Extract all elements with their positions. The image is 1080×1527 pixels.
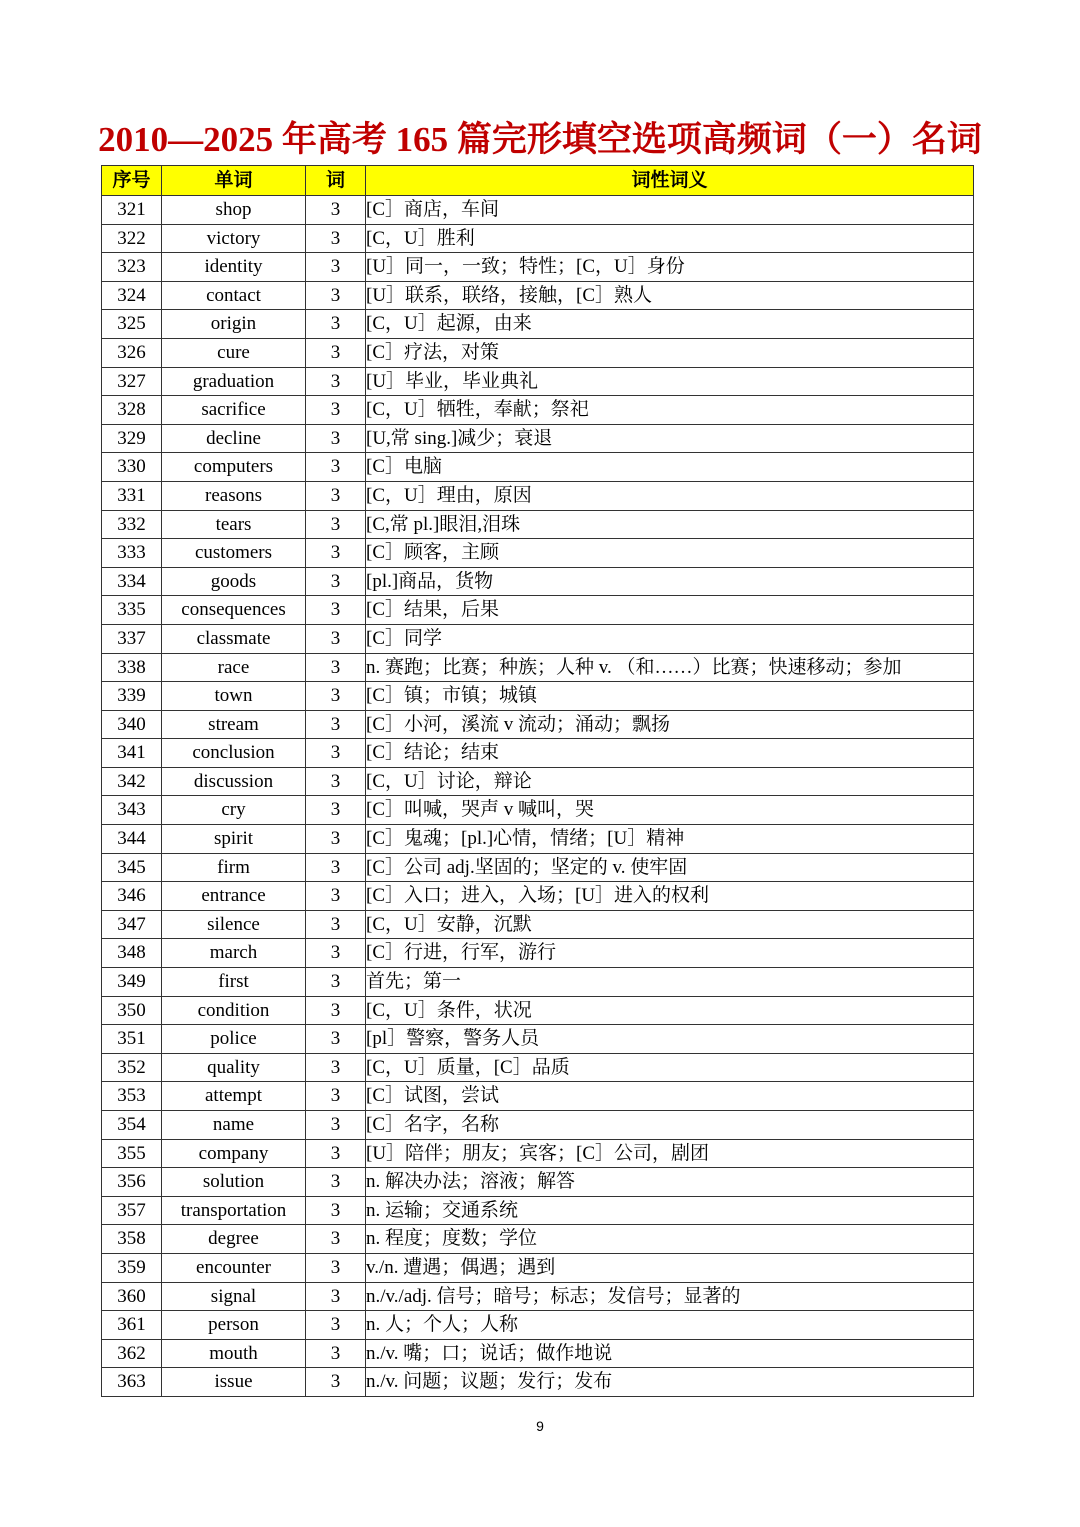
row-word-cell: solution [162, 1168, 306, 1197]
row-definition-cell: n. 程度；度数；学位 [366, 1225, 974, 1254]
table-row [102, 796, 974, 825]
table-row [102, 596, 974, 625]
row-index-cell: 333 [102, 539, 162, 568]
row-definition-cell: [C，U］讨论，辩论 [366, 767, 974, 796]
table-row [102, 453, 974, 482]
row-freq-cell: 3 [306, 653, 366, 682]
row-definition-cell: [C，U］条件，状况 [366, 996, 974, 1025]
row-freq-cell: 3 [306, 910, 366, 939]
row-definition-cell: n. 人；个人；人称 [366, 1311, 974, 1340]
header-row [102, 166, 974, 196]
header-word: 单词 [162, 166, 306, 196]
row-index-cell: 345 [102, 853, 162, 882]
row-word-cell: person [162, 1311, 306, 1340]
row-definition-cell: [U］陪伴；朋友；宾客；[C］公司，剧团 [366, 1139, 974, 1168]
row-definition-cell: [pl］警察，警务人员 [366, 1025, 974, 1054]
header-definition: 词性词义 [366, 166, 974, 196]
table-row [102, 567, 974, 596]
row-index-cell: 322 [102, 224, 162, 253]
row-definition-cell: [C］小河，溪流 v 流动；涌动；飘扬 [366, 710, 974, 739]
row-word-cell: spirit [162, 825, 306, 854]
table-row [102, 338, 974, 367]
table-header [102, 166, 974, 196]
row-word-cell: police [162, 1025, 306, 1054]
row-word-cell: quality [162, 1053, 306, 1082]
row-freq-cell: 3 [306, 767, 366, 796]
row-definition-cell: [C］商店，车间 [366, 196, 974, 225]
row-word-cell: origin [162, 310, 306, 339]
row-definition-cell: [C］疗法，对策 [366, 338, 974, 367]
table-row [102, 281, 974, 310]
table-row [102, 939, 974, 968]
row-word-cell: goods [162, 567, 306, 596]
row-word-cell: tears [162, 510, 306, 539]
row-definition-cell: [C］入口；进入，入场；[U］进入的权利 [366, 882, 974, 911]
row-definition-cell: [U,常 sing.]减少；衰退 [366, 424, 974, 453]
row-index-cell: 360 [102, 1282, 162, 1311]
row-index-cell: 321 [102, 196, 162, 225]
header-index: 序号 [102, 166, 162, 196]
row-index-cell: 353 [102, 1082, 162, 1111]
table-row [102, 310, 974, 339]
row-definition-cell: [C］叫喊，哭声 v 喊叫，哭 [366, 796, 974, 825]
row-index-cell: 331 [102, 481, 162, 510]
row-word-cell: reasons [162, 481, 306, 510]
row-definition-cell: n./v. 问题；议题；发行；发布 [366, 1368, 974, 1397]
row-definition-cell: [C］顾客，主顾 [366, 539, 974, 568]
row-index-cell: 325 [102, 310, 162, 339]
row-definition-cell: [U］毕业，毕业典礼 [366, 367, 974, 396]
row-definition-cell: [C］名字，名称 [366, 1111, 974, 1140]
row-index-cell: 328 [102, 396, 162, 425]
row-word-cell: march [162, 939, 306, 968]
row-freq-cell: 3 [306, 453, 366, 482]
row-word-cell: conclusion [162, 739, 306, 768]
row-definition-cell: n. 赛跑；比赛；种族；人种 v. （和……）比赛；快速移动；参加 [366, 653, 974, 682]
row-index-cell: 335 [102, 596, 162, 625]
row-index-cell: 349 [102, 968, 162, 997]
row-definition-cell: [C，U］质量，[C］品质 [366, 1053, 974, 1082]
row-freq-cell: 3 [306, 624, 366, 653]
row-freq-cell: 3 [306, 1082, 366, 1111]
table-row [102, 910, 974, 939]
row-freq-cell: 3 [306, 396, 366, 425]
table-row [102, 424, 974, 453]
row-freq-cell: 3 [306, 224, 366, 253]
row-definition-cell: [C］结果，后果 [366, 596, 974, 625]
table-row [102, 1253, 974, 1282]
row-freq-cell: 3 [306, 682, 366, 711]
row-definition-cell: [pl.]商品，货物 [366, 567, 974, 596]
row-index-cell: 341 [102, 739, 162, 768]
table-row [102, 1368, 974, 1397]
table-row [102, 253, 974, 282]
row-index-cell: 334 [102, 567, 162, 596]
row-index-cell: 326 [102, 338, 162, 367]
row-definition-cell: [C］结论；结束 [366, 739, 974, 768]
row-index-cell: 354 [102, 1111, 162, 1140]
row-definition-cell: [C，U］理由，原因 [366, 481, 974, 510]
row-word-cell: race [162, 653, 306, 682]
row-word-cell: customers [162, 539, 306, 568]
table-row [102, 1196, 974, 1225]
table-row [102, 968, 974, 997]
row-freq-cell: 3 [306, 853, 366, 882]
row-definition-cell: [C，U］起源，由来 [366, 310, 974, 339]
row-index-cell: 329 [102, 424, 162, 453]
table-row [102, 510, 974, 539]
row-freq-cell: 3 [306, 196, 366, 225]
table-row [102, 882, 974, 911]
table-row [102, 367, 974, 396]
table-row [102, 1053, 974, 1082]
table-body [102, 196, 974, 1397]
row-freq-cell: 3 [306, 1168, 366, 1197]
row-word-cell: degree [162, 1225, 306, 1254]
row-index-cell: 362 [102, 1339, 162, 1368]
row-definition-cell: [C，U］胜利 [366, 224, 974, 253]
row-definition-cell: n. 运输；交通系统 [366, 1196, 974, 1225]
row-index-cell: 330 [102, 453, 162, 482]
row-definition-cell: [U］同一，一致；特性；[C，U］身份 [366, 253, 974, 282]
table-row [102, 196, 974, 225]
row-freq-cell: 3 [306, 1225, 366, 1254]
row-word-cell: silence [162, 910, 306, 939]
row-index-cell: 338 [102, 653, 162, 682]
row-index-cell: 342 [102, 767, 162, 796]
row-freq-cell: 3 [306, 367, 366, 396]
table-row [102, 1225, 974, 1254]
row-definition-cell: [U］联系，联络，接触，[C］熟人 [366, 281, 974, 310]
table-row [102, 1282, 974, 1311]
row-freq-cell: 3 [306, 1111, 366, 1140]
row-word-cell: identity [162, 253, 306, 282]
row-definition-cell: n. 解决办法；溶液；解答 [366, 1168, 974, 1197]
row-index-cell: 346 [102, 882, 162, 911]
row-word-cell: entrance [162, 882, 306, 911]
row-freq-cell: 3 [306, 1339, 366, 1368]
row-index-cell: 340 [102, 710, 162, 739]
row-index-cell: 323 [102, 253, 162, 282]
row-word-cell: sacrifice [162, 396, 306, 425]
row-definition-cell: n./v. 嘴；口；说话；做作地说 [366, 1339, 974, 1368]
table-row [102, 1339, 974, 1368]
row-definition-cell: [C，U］牺牲，奉献；祭祀 [366, 396, 974, 425]
row-index-cell: 339 [102, 682, 162, 711]
row-word-cell: decline [162, 424, 306, 453]
row-definition-cell: [C］试图，尝试 [366, 1082, 974, 1111]
row-word-cell: attempt [162, 1082, 306, 1111]
row-index-cell: 343 [102, 796, 162, 825]
row-freq-cell: 3 [306, 710, 366, 739]
table-row [102, 1168, 974, 1197]
table-row [102, 739, 974, 768]
row-freq-cell: 3 [306, 338, 366, 367]
row-freq-cell: 3 [306, 567, 366, 596]
row-freq-cell: 3 [306, 939, 366, 968]
table-row [102, 710, 974, 739]
row-word-cell: cry [162, 796, 306, 825]
row-freq-cell: 3 [306, 510, 366, 539]
row-word-cell: victory [162, 224, 306, 253]
row-index-cell: 358 [102, 1225, 162, 1254]
row-freq-cell: 3 [306, 481, 366, 510]
table-row [102, 767, 974, 796]
table-row [102, 996, 974, 1025]
row-freq-cell: 3 [306, 1368, 366, 1397]
table-row [102, 1111, 974, 1140]
row-freq-cell: 3 [306, 1139, 366, 1168]
header-freq: 词 [306, 166, 366, 196]
row-freq-cell: 3 [306, 1253, 366, 1282]
row-definition-cell: [C］镇；市镇；城镇 [366, 682, 974, 711]
table-row [102, 653, 974, 682]
row-word-cell: issue [162, 1368, 306, 1397]
row-word-cell: town [162, 682, 306, 711]
row-word-cell: shop [162, 196, 306, 225]
row-freq-cell: 3 [306, 310, 366, 339]
row-definition-cell: n./v./adj. 信号；暗号；标志；发信号；显著的 [366, 1282, 974, 1311]
row-index-cell: 351 [102, 1025, 162, 1054]
table-row [102, 396, 974, 425]
row-freq-cell: 3 [306, 1053, 366, 1082]
row-index-cell: 332 [102, 510, 162, 539]
row-word-cell: consequences [162, 596, 306, 625]
row-index-cell: 350 [102, 996, 162, 1025]
row-freq-cell: 3 [306, 1196, 366, 1225]
table-row [102, 539, 974, 568]
row-word-cell: computers [162, 453, 306, 482]
row-index-cell: 324 [102, 281, 162, 310]
row-freq-cell: 3 [306, 281, 366, 310]
row-freq-cell: 3 [306, 882, 366, 911]
row-index-cell: 348 [102, 939, 162, 968]
row-freq-cell: 3 [306, 796, 366, 825]
row-word-cell: condition [162, 996, 306, 1025]
row-freq-cell: 3 [306, 539, 366, 568]
table-row [102, 1311, 974, 1340]
table-row [102, 825, 974, 854]
page-number: 9 [536, 1418, 544, 1434]
row-word-cell: name [162, 1111, 306, 1140]
row-freq-cell: 3 [306, 968, 366, 997]
row-word-cell: first [162, 968, 306, 997]
row-definition-cell: [C］公司 adj.坚固的；坚定的 v. 使牢固 [366, 853, 974, 882]
row-word-cell: stream [162, 710, 306, 739]
row-definition-cell: 首先；第一 [366, 968, 974, 997]
row-index-cell: 361 [102, 1311, 162, 1340]
vocab-table [101, 165, 974, 1397]
row-index-cell: 337 [102, 624, 162, 653]
table-row [102, 1082, 974, 1111]
row-index-cell: 355 [102, 1139, 162, 1168]
row-word-cell: contact [162, 281, 306, 310]
row-freq-cell: 3 [306, 739, 366, 768]
row-word-cell: classmate [162, 624, 306, 653]
row-index-cell: 352 [102, 1053, 162, 1082]
table-row [102, 624, 974, 653]
row-index-cell: 356 [102, 1168, 162, 1197]
row-word-cell: discussion [162, 767, 306, 796]
row-index-cell: 359 [102, 1253, 162, 1282]
row-word-cell: mouth [162, 1339, 306, 1368]
table-row [102, 481, 974, 510]
row-definition-cell: [C，U］安静，沉默 [366, 910, 974, 939]
table-row [102, 853, 974, 882]
row-word-cell: cure [162, 338, 306, 367]
row-freq-cell: 3 [306, 253, 366, 282]
row-freq-cell: 3 [306, 1025, 366, 1054]
row-word-cell: signal [162, 1282, 306, 1311]
row-definition-cell: v./n. 遭遇；偶遇；遇到 [366, 1253, 974, 1282]
row-word-cell: transportation [162, 1196, 306, 1225]
row-freq-cell: 3 [306, 596, 366, 625]
row-index-cell: 344 [102, 825, 162, 854]
row-word-cell: company [162, 1139, 306, 1168]
row-freq-cell: 3 [306, 996, 366, 1025]
row-index-cell: 327 [102, 367, 162, 396]
table-row [102, 1139, 974, 1168]
row-word-cell: encounter [162, 1253, 306, 1282]
row-index-cell: 347 [102, 910, 162, 939]
row-definition-cell: [C］同学 [366, 624, 974, 653]
row-index-cell: 363 [102, 1368, 162, 1397]
table-row [102, 682, 974, 711]
row-word-cell: graduation [162, 367, 306, 396]
row-index-cell: 357 [102, 1196, 162, 1225]
row-definition-cell: [C］鬼魂；[pl.]心情，情绪；[U］精神 [366, 825, 974, 854]
row-word-cell: firm [162, 853, 306, 882]
row-freq-cell: 3 [306, 1282, 366, 1311]
row-definition-cell: [C,常 pl.]眼泪,泪珠 [366, 510, 974, 539]
row-freq-cell: 3 [306, 424, 366, 453]
row-freq-cell: 3 [306, 1311, 366, 1340]
table-row [102, 224, 974, 253]
row-definition-cell: [C］行进，行军，游行 [366, 939, 974, 968]
row-freq-cell: 3 [306, 825, 366, 854]
row-definition-cell: [C］电脑 [366, 453, 974, 482]
table-row [102, 1025, 974, 1054]
page-title: 2010—2025 年高考 165 篇完形填空选项高频词（一）名词 [98, 120, 982, 159]
